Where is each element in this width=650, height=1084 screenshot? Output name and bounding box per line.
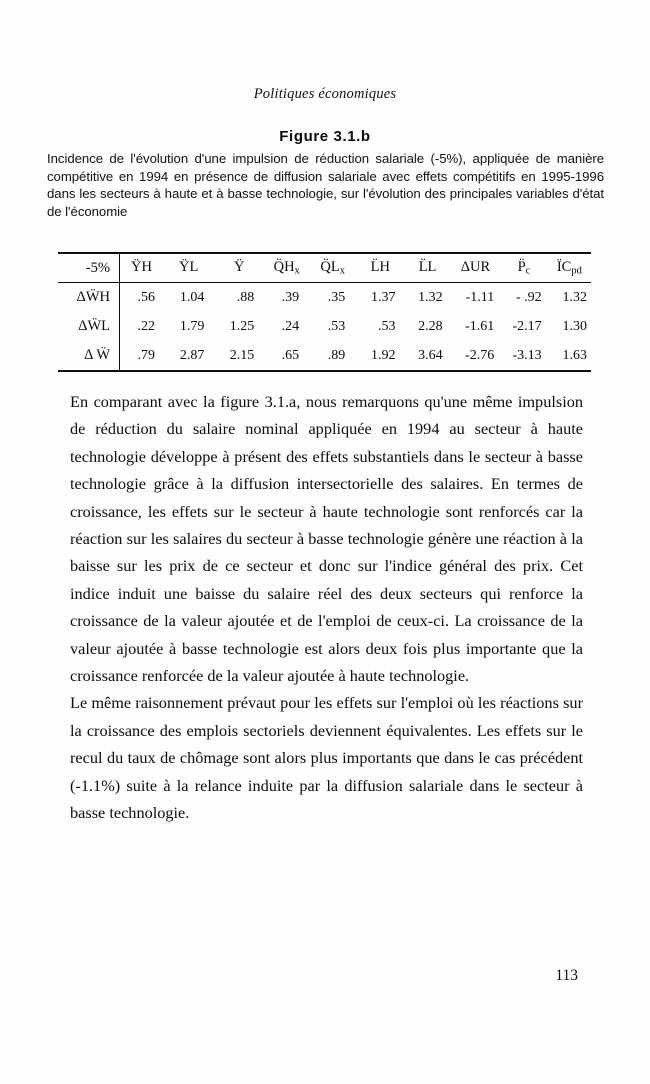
table-cell: 1.37 [370, 289, 396, 305]
row-label: Δ Ẅ [58, 341, 120, 371]
column-header-subscript: x [294, 265, 300, 277]
table-row [58, 283, 591, 313]
table-cell: 2.28 [418, 318, 443, 334]
column-header-text: L̈H [370, 259, 390, 276]
table-cell: .35 [327, 289, 346, 305]
table-cell: 1.92 [356, 341, 404, 371]
column-header-text: L̈L [418, 259, 437, 276]
column-header-text: Q̈L [320, 259, 340, 276]
row-label: ΔẄH [58, 283, 120, 313]
table-cell: 1.32 [562, 289, 587, 305]
page-number: 113 [555, 967, 578, 984]
column-header [404, 253, 450, 283]
table-cell: -2.76 [451, 341, 501, 371]
column-header-text: ŸH [131, 259, 152, 276]
column-header [264, 253, 309, 283]
column-header-text: ŸL [179, 259, 199, 276]
table-cell: 2.15 [214, 341, 264, 371]
results-table [58, 252, 591, 372]
table-cell: .65 [264, 341, 309, 371]
table-cell: 1.25 [229, 318, 255, 334]
paragraph: Le même raisonnement prévaut pour les effets sur l'emploi où les réactions sur la croissance des emplois sectoriels deviennent équivalentes. Les effets sur le recul du taux de chômage sont alors plus importants que dans le cas précédent (-1.1%) suite à la relance induite par la diffusion salariale dans le secteur à basse technologie. [70, 693, 583, 823]
column-header [214, 253, 264, 283]
column-header-text: Q̈H [273, 259, 295, 276]
table-cell: .88 [236, 289, 255, 305]
table-cell: - .92 [515, 289, 542, 305]
table-cell: 1.30 [562, 318, 587, 334]
body-text [70, 388, 583, 827]
table-cell: 1.63 [548, 341, 591, 371]
table-cell: .22 [137, 318, 155, 334]
table-cell: 1.32 [418, 289, 443, 305]
column-header-text: Ÿ [234, 259, 245, 276]
column-header-subscript: x [339, 265, 345, 277]
figure-title: Figure 3.1.b [279, 128, 371, 145]
column-header [163, 253, 214, 283]
table-row [58, 312, 591, 341]
table-cell: 3.64 [404, 341, 450, 371]
column-header [356, 253, 404, 283]
table-cell: 1.79 [179, 318, 205, 334]
running-head: Politiques économiques [253, 86, 397, 102]
table-cell: -1.61 [465, 318, 495, 334]
column-header-text: P̈ [517, 259, 526, 276]
table-corner-label: -5% [58, 253, 120, 283]
column-header-text: ÏC [556, 259, 572, 276]
column-header-subscript: c [525, 265, 531, 277]
column-header-subscript: pd [571, 265, 582, 277]
figure-caption: Incidence de l'évolution d'une impulsion de réduction salariale (-5%), appliquée de manière compétitive en 1994 en présence de diffusion salariale avec effets compétitifs en 1995-1996 dans les secteurs à haute et à basse technologie, sur l'évolution des principales variables d'état de l'économie [47, 151, 604, 219]
row-label: ΔẄL [58, 312, 120, 341]
table-cell: .56 [137, 289, 155, 305]
column-header [451, 253, 501, 283]
table-cell: .39 [281, 289, 300, 305]
table-cell: .79 [120, 341, 163, 371]
table-cell: .53 [377, 318, 396, 334]
table-cell: -2.17 [512, 318, 542, 334]
table-cell: .24 [281, 318, 300, 334]
paragraph: En comparant avec la figure 3.1.a, nous remarquons qu'une même impulsion de réduction du salaire nominal appliquée en 1994 au secteur à haute technologie développe à présent des effets substantiels dans le secteur à basse technologie grâce à la diffusion intersectorielle des salaires. En termes de croissance, les effets sur le secteur à haute technologie sont renforcés car la réaction sur les salaires du secteur à basse technologie génère une réaction à la baisse sur les prix de ce secteur et donc sur l'indice général des prix. Cet indice induit une baisse du salaire réel des deux secteurs qui renforce la croissance de la valeur ajoutée et de l'emploi de ceux-ci. La croissance de la valeur ajoutée à basse technologie est alors deux fois plus importante que la croissance renforcée de la valeur ajoutée à haute technologie. [70, 392, 583, 686]
table-header-row [58, 253, 591, 283]
column-header-text: ΔUR [460, 259, 491, 276]
column-header [309, 253, 356, 283]
table-cell: 2.87 [163, 341, 214, 371]
column-header [500, 253, 547, 283]
column-header [120, 253, 163, 283]
table-row [58, 341, 591, 371]
table-cell: .89 [309, 341, 356, 371]
figure-table-container [58, 252, 591, 372]
table-cell: .53 [327, 318, 346, 334]
table-cell: 1.04 [179, 289, 205, 305]
table-cell: -1.11 [465, 289, 495, 305]
column-header [548, 253, 591, 283]
table-cell: -3.13 [500, 341, 547, 371]
